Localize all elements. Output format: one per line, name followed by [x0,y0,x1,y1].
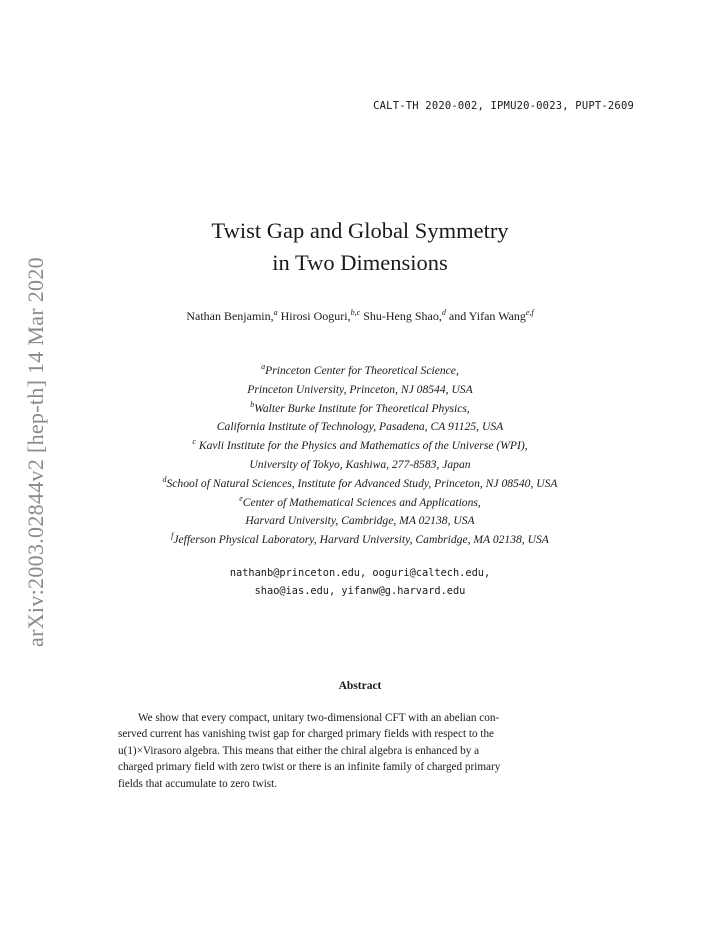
affil-text: School of Natural Sciences, Institute for Advanced Study, Princeton, NJ 08540, USA [166,476,558,490]
report-number: CALT-TH 2020-002, IPMU20-0023, PUPT-2609 [373,100,634,112]
affil-mark: c [192,437,196,447]
affil-text: Princeton University, Princeton, NJ 08544, USA [247,382,473,396]
email-line-1: nathanb@princeton.edu, ooguri@caltech.edu, [229,567,491,579]
affiliation-line [0,494,720,513]
author-affil-mark: d [441,308,446,317]
affiliation-line [0,381,720,400]
affiliation-line [0,400,720,419]
author-name: Nathan Benjamin, [186,309,274,323]
affiliation-line [0,512,720,531]
affiliation-line [0,456,720,475]
author-affil-mark: e,f [525,308,534,317]
abstract-line: We show that every compact, unitary two-dimensional CFT with an abelian con- [138,712,500,724]
affil-mark: a [261,362,266,371]
abstract-line: fields that accumulate to zero twist. [118,777,278,790]
affil-mark: f [171,531,174,541]
affil-text: Jefferson Physical Laboratory, Harvard University, Cambridge, MA 02138, USA [173,533,549,547]
affiliation-line [0,418,720,437]
abstract-text [118,710,602,792]
affil-mark: d [162,474,167,484]
author-name: Shu-Heng Shao, [360,309,442,323]
email-line-2: shao@ias.edu, yifanw@g.harvard.edu [254,585,466,597]
abstract-line: u(1)×Virasoro algebra. This means that either the chiral algebra is enhanced by a [118,744,480,757]
abstract-heading: Abstract [338,680,382,692]
affil-text: California Institute of Technology, Pasadena, CA 91125, USA [216,420,504,434]
title-line-2: in Two Dimensions [272,250,448,275]
affiliation-line [0,362,720,381]
affiliation-line [0,437,720,456]
author-affil-mark: a [273,308,278,317]
author-affil-mark: b,c [350,308,361,317]
affil-text: Kavli Institute for the Physics and Mathematics of the Universe (WPI), [195,439,528,453]
abstract-line: charged primary field with zero twist or there is an infinite family of charged primary [118,761,501,774]
paper-title [0,215,720,279]
author-list [0,309,720,324]
affil-text: Walter Burke Institute for Theoretical Physics, [254,401,470,415]
affil-text: University of Tokyo, Kashiwa, 277-8583, Japan [249,457,471,471]
affil-mark: b [250,399,255,409]
author-name: and Yifan Wang [445,309,526,323]
arxiv-identifier: arXiv:2003.02844v2 [hep-th] 14 Mar 2020 [23,257,48,647]
author-emails [0,564,720,600]
affil-text: Center of Mathematical Sciences and Applications, [242,495,481,509]
affiliations [0,362,720,550]
author-name: Hirosi Ooguri, [277,309,351,323]
affil-text: Princeton Center for Theoretical Science, [265,364,459,377]
affil-text: Harvard University, Cambridge, MA 02138, USA [245,514,475,528]
title-line-1: Twist Gap and Global Symmetry [211,218,509,243]
affil-mark: e [239,493,243,503]
affiliation-line [0,531,720,550]
abstract-line: served current has vanishing twist gap for charged primary fields with respect to the [118,728,495,741]
affiliation-line [0,475,720,494]
